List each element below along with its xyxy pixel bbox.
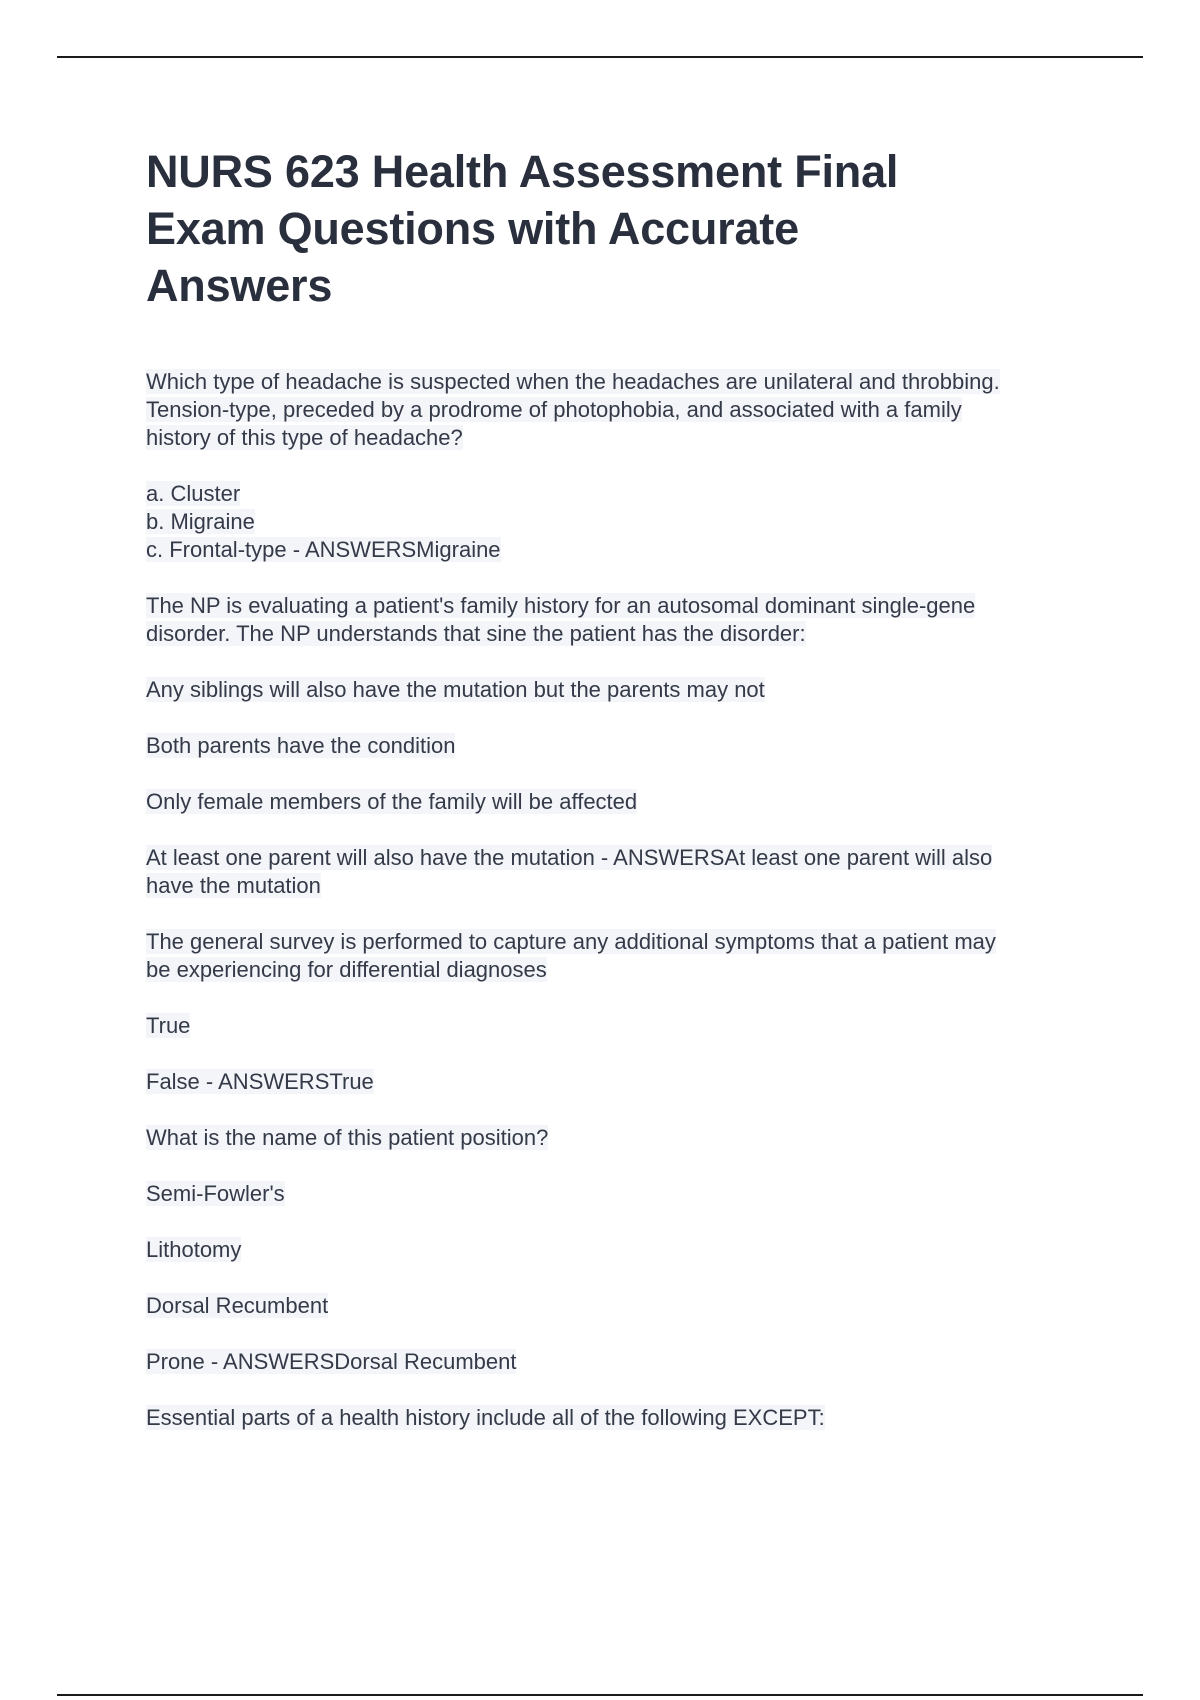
text-line-content: The general survey is performed to capture any additional symptoms that a patient may — [146, 929, 996, 954]
text-line — [146, 844, 1106, 872]
text-line-content: At least one parent will also have the mutation - ANSWERSAt least one parent will also — [146, 845, 993, 870]
text-line — [146, 480, 1106, 508]
document-title — [146, 143, 1086, 314]
text-line — [146, 1348, 1106, 1376]
text-line — [146, 1180, 1106, 1208]
paragraph — [146, 1068, 1106, 1096]
text-line-content: c. Frontal-type - ANSWERSMigraine — [146, 537, 501, 562]
paragraph — [146, 1124, 1106, 1152]
text-line-content: Essential parts of a health history include all of the following EXCEPT: — [146, 1405, 825, 1430]
paragraph — [146, 1404, 1106, 1432]
text-line — [146, 424, 1106, 452]
text-line-content: Tension-type, preceded by a prodrome of photophobia, and associated with a family — [146, 397, 962, 422]
text-line — [146, 396, 1106, 424]
text-line-content: Semi-Fowler's — [146, 1181, 285, 1206]
text-line — [146, 620, 1106, 648]
text-line — [146, 1404, 1106, 1432]
bottom-rule — [57, 1694, 1143, 1696]
paragraph — [146, 1292, 1106, 1320]
text-line-content: be experiencing for differential diagnoses — [146, 957, 547, 982]
text-line-content: Only female members of the family will be affected — [146, 789, 638, 814]
title-line: Exam Questions with Accurate — [146, 203, 799, 254]
text-line — [146, 536, 1106, 564]
text-line — [146, 1124, 1106, 1152]
text-line — [146, 508, 1106, 536]
paragraph — [146, 592, 1106, 648]
text-line-content: True — [146, 1013, 191, 1038]
paragraph — [146, 676, 1106, 704]
text-line — [146, 1012, 1106, 1040]
text-line-content: Prone - ANSWERSDorsal Recumbent — [146, 1349, 517, 1374]
text-line — [146, 956, 1106, 984]
text-line-content: have the mutation — [146, 873, 321, 898]
text-line-content: disorder. The NP understands that sine the patient has the disorder: — [146, 621, 806, 646]
text-line-content: Any siblings will also have the mutation but the parents may not — [146, 677, 765, 702]
text-line-content: history of this type of headache? — [146, 425, 463, 450]
text-line — [146, 1068, 1106, 1096]
text-line-content: Dorsal Recumbent — [146, 1293, 329, 1318]
text-line-content: Lithotomy — [146, 1237, 242, 1262]
text-line — [146, 732, 1106, 760]
text-line-content: Both parents have the condition — [146, 733, 456, 758]
title-line: Answers — [146, 260, 333, 311]
text-line — [146, 1292, 1106, 1320]
text-line — [146, 676, 1106, 704]
paragraph — [146, 844, 1106, 900]
text-line — [146, 368, 1106, 396]
top-rule — [57, 56, 1143, 58]
paragraph — [146, 788, 1106, 816]
text-line-content: b. Migraine — [146, 509, 255, 534]
text-line-content: Which type of headache is suspected when the headaches are unilateral and throbbing. — [146, 369, 1000, 394]
title-line: NURS 623 Health Assessment Final — [146, 146, 899, 197]
paragraph — [146, 1348, 1106, 1376]
text-line — [146, 1236, 1106, 1264]
paragraph — [146, 1236, 1106, 1264]
paragraph — [146, 928, 1106, 984]
text-line-content: What is the name of this patient position? — [146, 1125, 549, 1150]
text-line-content: a. Cluster — [146, 481, 241, 506]
text-line-content: The NP is evaluating a patient's family history for an autosomal dominant single-gene — [146, 593, 976, 618]
text-line — [146, 928, 1106, 956]
text-line — [146, 788, 1106, 816]
paragraph — [146, 1012, 1106, 1040]
document-body — [146, 368, 1106, 1460]
text-line — [146, 872, 1106, 900]
paragraph — [146, 368, 1106, 452]
paragraph — [146, 480, 1106, 564]
text-line — [146, 592, 1106, 620]
paragraph — [146, 732, 1106, 760]
text-line-content: False - ANSWERSTrue — [146, 1069, 374, 1094]
paragraph — [146, 1180, 1106, 1208]
